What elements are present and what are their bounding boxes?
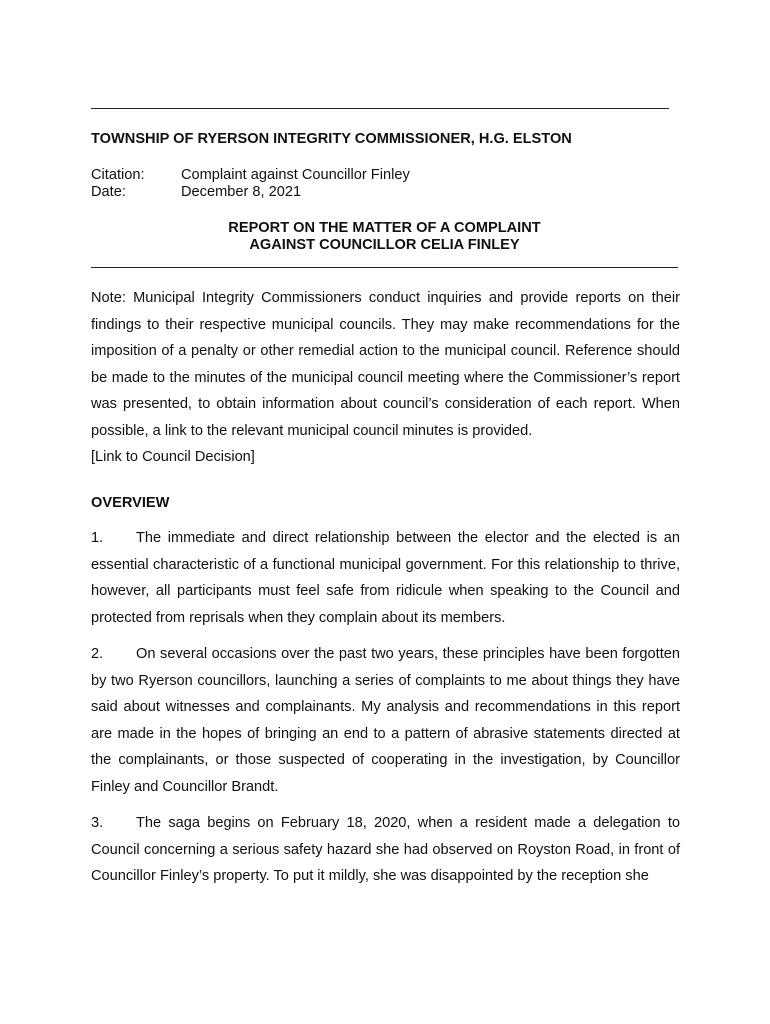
citation-label: Citation: [91, 167, 145, 183]
citation-value: Complaint against Councillor Finley [181, 167, 410, 183]
paragraph-number: 3. [91, 815, 104, 831]
overview-paragraph-1 [91, 525, 680, 631]
title-rule [91, 267, 678, 268]
paragraph-text: On several occasions over the past two years, these principles have been forgotten by two Ryerson councillors, launching a series of complaints to me about things they have said about witnesses and complainants. My analysis and recommendations in this report are made in the hopes of bringing an end to a pattern of abrasive statements directed at the complainants, or those suspected of cooperating in the investigation, by Councillor Finley and Councillor Brandt. [91, 646, 680, 795]
date-label: Date: [91, 184, 126, 200]
paragraph-text: The saga begins on February 18, 2020, when a resident made a delegation to Council concerning a serious safety hazard she had observed on Royston Road, in front of Councillor Finley’s property. To put it mildly, she was disappointed by the reception she [91, 815, 680, 884]
date-value: December 8, 2021 [181, 184, 302, 200]
overview-paragraph-2 [91, 641, 680, 800]
overview-paragraph-3 [91, 810, 680, 890]
note-paragraph [91, 285, 680, 471]
paragraph-number: 1. [91, 530, 104, 546]
paragraph-text: The immediate and direct relationship between the elector and the elected is an essential characteristic of a functional municipal government. For this relationship to thrive, however, all participants must feel safe from ridicule when speaking to the Council and protected from reprisals when they complain about its members. [91, 530, 680, 626]
council-decision-link[interactable]: [Link to Council Decision] [91, 449, 255, 465]
report-title-line-2: AGAINST COUNCILLOR CELIA FINLEY [249, 237, 520, 253]
note-text: Note: Municipal Integrity Commissioners conduct inquiries and provide reports on their findings to their respective municipal councils. They may make recommendations for the imposition of a penalty or other remedial action to the municipal council. Reference should be made to the minutes of the municipal council meeting where the Commissioner’s report was presented, to obtain information about council’s consideration of each report. When possible, a link to the relevant municipal council minutes is provided. [91, 290, 680, 439]
top-rule [91, 108, 669, 109]
report-title-line-1: REPORT ON THE MATTER OF A COMPLAINT [228, 220, 541, 236]
commissioner-heading: TOWNSHIP OF RYERSON INTEGRITY COMMISSIONER, H.G. ELSTON [91, 131, 572, 147]
paragraph-number: 2. [91, 646, 104, 662]
overview-heading: OVERVIEW [91, 495, 170, 511]
